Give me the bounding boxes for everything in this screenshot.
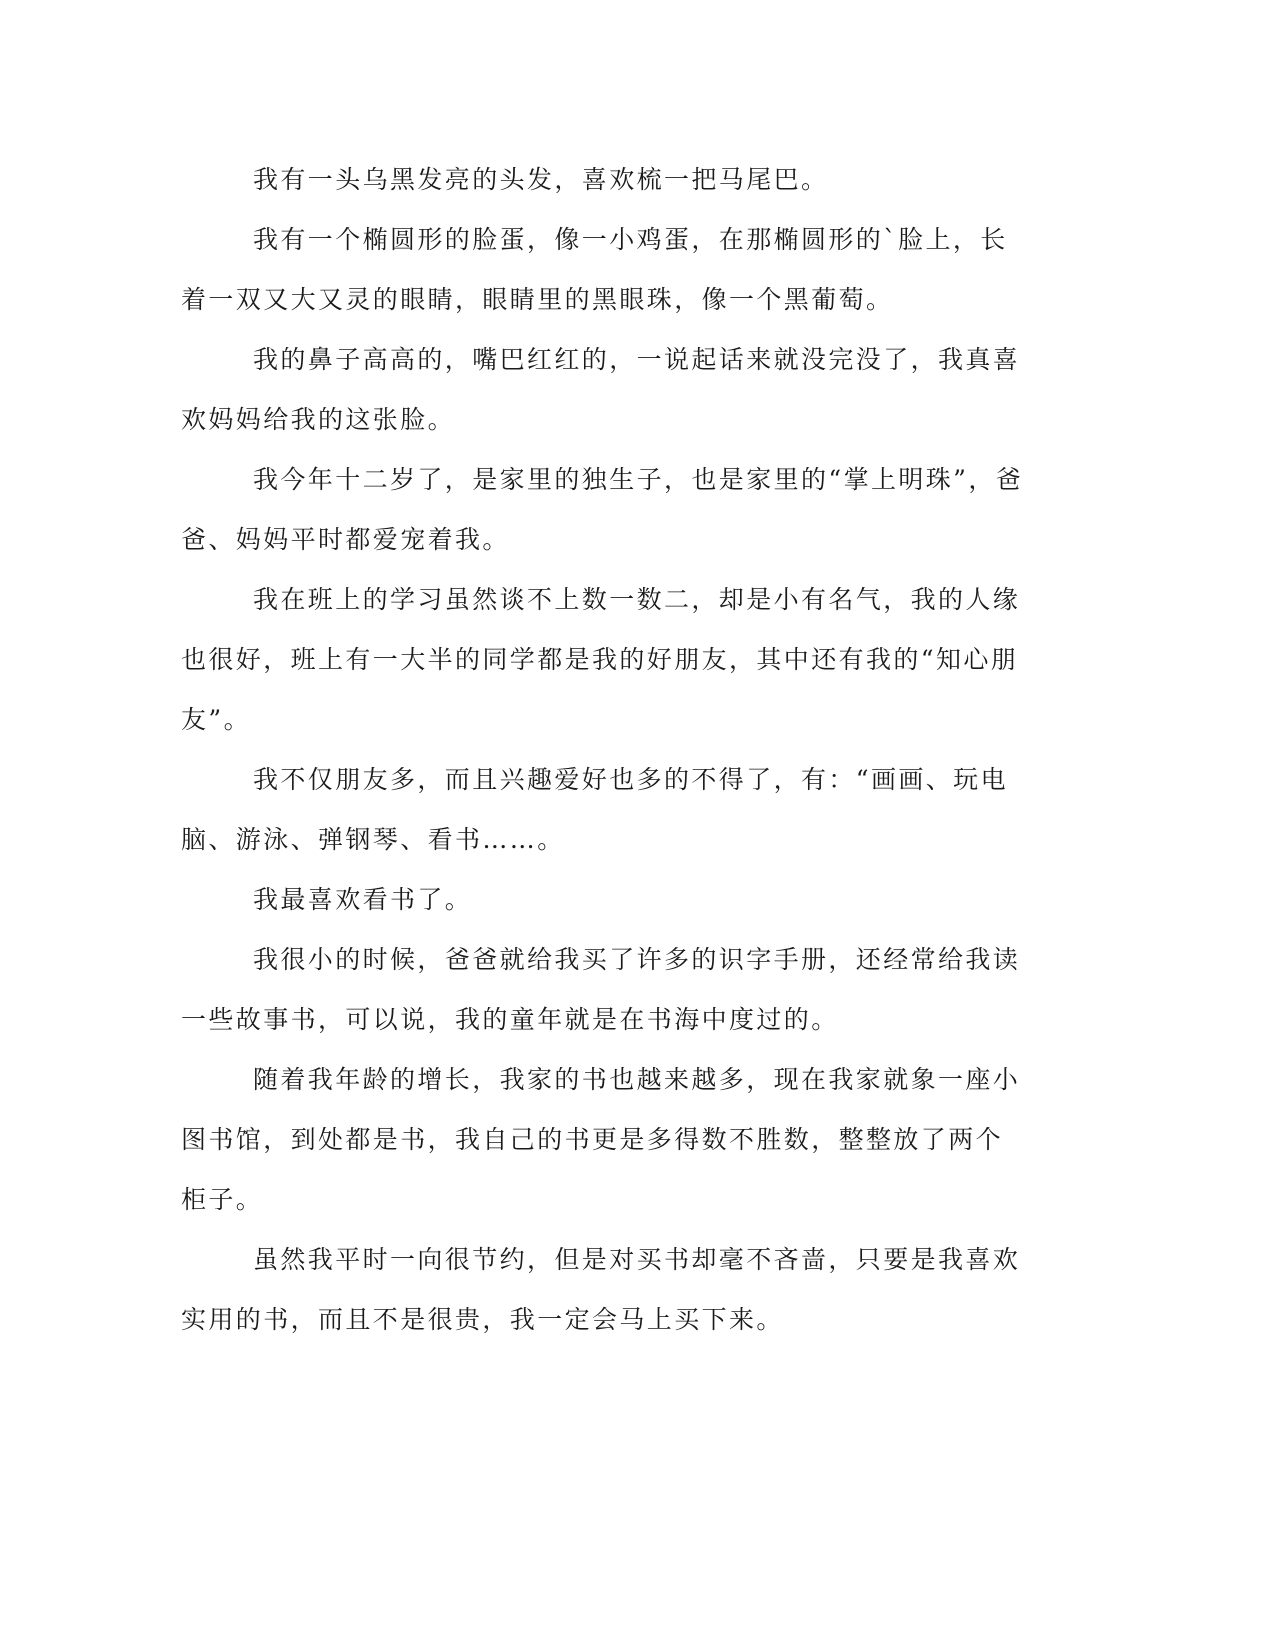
text-line: 我在班上的学习虽然谈不上数一数二，却是小有名气，我的人缘 [253, 585, 1021, 614]
paragraph-face [181, 210, 1031, 330]
text-line: 我不仅朋友多，而且兴趣爱好也多的不得了，有：“画画、玩电 [253, 765, 1008, 794]
paragraph-nose-mouth [181, 330, 1031, 450]
text-line: 柜子。 [181, 1185, 264, 1214]
text-line: 一些故事书，可以说，我的童年就是在书海中度过的。 [181, 1005, 839, 1034]
paragraph-age [181, 450, 1031, 570]
text-line: 也很好，班上有一大半的同学都是我的好朋友，其中还有我的“知心朋 [181, 645, 1019, 674]
text-line: 我的鼻子高高的，嘴巴红红的，一说起话来就没完没了，我真喜 [253, 345, 1021, 374]
text-line: 着一双又大又灵的眼睛，眼睛里的黑眼珠，像一个黑葡萄。 [181, 285, 894, 314]
text-line: 我最喜欢看书了。 [253, 885, 473, 914]
text-line: 我有一个椭圆形的脸蛋，像一小鸡蛋，在那椭圆形的`脸上，长 [253, 225, 1008, 254]
paragraph-school [181, 570, 1031, 750]
text-line: 友”。 [181, 705, 251, 734]
document-page [181, 150, 1031, 1350]
paragraph-books-at-home [181, 1050, 1031, 1230]
text-line: 虽然我平时一向很节约，但是对买书却毫不吝啬，只要是我喜欢 [253, 1245, 1021, 1274]
paragraph-buying-books [181, 1230, 1031, 1350]
text-line: 我今年十二岁了，是家里的独生子，也是家里的“掌上明珠”，爸 [253, 465, 1024, 494]
paragraph-childhood [181, 930, 1031, 1050]
text-line: 脑、游泳、弹钢琴、看书……。 [181, 825, 565, 854]
text-line: 爸、妈妈平时都爱宠着我。 [181, 525, 510, 554]
paragraph-favorite [181, 870, 1031, 930]
text-line: 实用的书，而且不是很贵，我一定会马上买下来。 [181, 1305, 784, 1334]
paragraph-hair [181, 150, 1031, 210]
paragraph-hobbies [181, 750, 1031, 870]
text-line: 我很小的时候，爸爸就给我买了许多的识字手册，还经常给我读 [253, 945, 1021, 974]
text-line: 欢妈妈给我的这张脸。 [181, 405, 456, 434]
text-line: 我有一头乌黑发亮的头发，喜欢梳一把马尾巴。 [253, 165, 829, 194]
text-line: 图书馆，到处都是书，我自己的书更是多得数不胜数，整整放了两个 [181, 1125, 1004, 1154]
text-line: 随着我年龄的增长，我家的书也越来越多，现在我家就象一座小 [253, 1065, 1021, 1094]
